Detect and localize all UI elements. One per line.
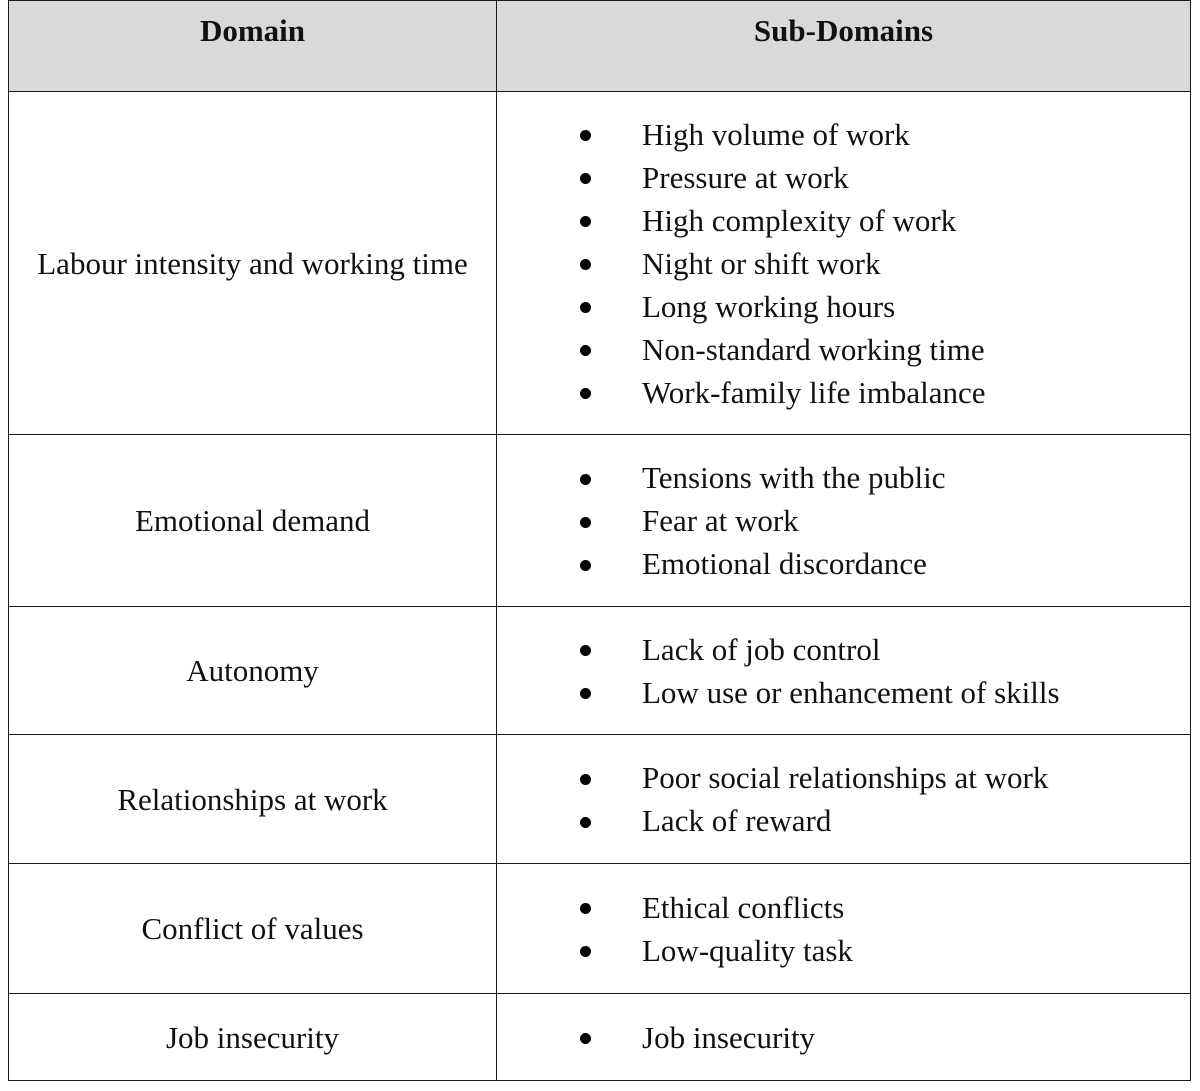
- sub-domain-text: Work-family life imbalance: [642, 374, 986, 410]
- sub-domain-item: [497, 113, 1190, 156]
- sub-domain-text: Tensions with the public: [642, 460, 946, 495]
- bullet-icon: [580, 817, 591, 828]
- bullet-icon: [580, 259, 591, 270]
- sub-domain-text: Low-quality task: [642, 932, 853, 968]
- sub-domains-cell: [497, 735, 1191, 864]
- sub-domain-text: Poor social relationships at work: [642, 760, 1049, 795]
- sub-domains-cell: [497, 864, 1191, 994]
- domain-cell: Autonomy: [9, 607, 497, 735]
- bullet-icon: [580, 645, 591, 656]
- bullet-icon: [580, 388, 591, 399]
- bullet-icon: [580, 774, 591, 785]
- bullet-icon: [580, 560, 591, 571]
- sub-domains-cell: [497, 994, 1191, 1081]
- sub-domain-text: Ethical conflicts: [642, 889, 845, 925]
- sub-domain-item: [497, 285, 1190, 328]
- sub-domain-item: [497, 542, 1190, 585]
- bullet-icon: [580, 474, 591, 485]
- bullet-icon: [580, 903, 591, 914]
- bullet-icon: [580, 946, 591, 957]
- sub-domain-text: Lack of reward: [642, 803, 832, 838]
- sub-domain-item: [497, 886, 1190, 929]
- sub-domain-text: Long working hours: [642, 288, 896, 324]
- header-domain: Domain: [9, 1, 497, 92]
- sub-domain-item: [497, 199, 1190, 242]
- table-row: [9, 864, 1191, 994]
- bullet-icon: [580, 302, 591, 313]
- sub-domain-item: [497, 929, 1190, 972]
- sub-domains-cell: [497, 92, 1191, 435]
- sub-domain-text: Pressure at work: [642, 159, 849, 195]
- sub-domain-list: [497, 113, 1190, 414]
- sub-domain-item: [497, 242, 1190, 285]
- sub-domain-item: [497, 628, 1190, 671]
- sub-domain-item: [497, 328, 1190, 371]
- domain-cell: Emotional demand: [9, 435, 497, 607]
- table-row: [9, 435, 1191, 607]
- sub-domain-item: [497, 371, 1190, 414]
- bullet-icon: [580, 130, 591, 141]
- sub-domain-item: [497, 756, 1190, 799]
- sub-domain-list: [497, 886, 1190, 972]
- sub-domain-text: High volume of work: [642, 116, 910, 152]
- table-row: [9, 735, 1191, 864]
- table-row: [9, 607, 1191, 735]
- sub-domain-text: Lack of job control: [642, 631, 881, 667]
- sub-domain-item: [497, 799, 1190, 842]
- sub-domain-item: [497, 1016, 1190, 1059]
- sub-domain-text: Low use or enhancement of skills: [642, 674, 1060, 710]
- domain-cell: Labour intensity and working time: [9, 92, 497, 435]
- bullet-icon: [580, 688, 591, 699]
- sub-domain-list: [497, 456, 1190, 585]
- sub-domain-text: High complexity of work: [642, 202, 957, 238]
- domain-cell: Job insecurity: [9, 994, 497, 1081]
- sub-domains-cell: [497, 435, 1191, 607]
- domains-table: [8, 0, 1191, 1081]
- bullet-icon: [580, 173, 591, 184]
- sub-domain-text: Emotional discordance: [642, 546, 927, 581]
- sub-domain-item: [497, 156, 1190, 199]
- sub-domain-item: [497, 456, 1190, 499]
- domain-cell: Relationships at work: [9, 735, 497, 864]
- sub-domain-list: [497, 628, 1190, 714]
- header-sub-domains: Sub-Domains: [497, 1, 1191, 92]
- bullet-icon: [580, 216, 591, 227]
- bullet-icon: [580, 517, 591, 528]
- sub-domain-text: Night or shift work: [642, 245, 881, 281]
- bullet-icon: [580, 345, 591, 356]
- bullet-icon: [580, 1033, 591, 1044]
- sub-domain-text: Non-standard working time: [642, 331, 985, 367]
- sub-domain-text: Fear at work: [642, 503, 799, 538]
- sub-domain-text: Job insecurity: [642, 1019, 816, 1055]
- table-row: [9, 994, 1191, 1081]
- sub-domain-item: [497, 671, 1190, 714]
- sub-domain-list: [497, 1016, 1190, 1059]
- sub-domains-cell: [497, 607, 1191, 735]
- header-row: [9, 1, 1191, 92]
- sub-domain-list: [497, 756, 1190, 842]
- domain-cell: Conflict of values: [9, 864, 497, 994]
- table-row: [9, 92, 1191, 435]
- sub-domain-item: [497, 499, 1190, 542]
